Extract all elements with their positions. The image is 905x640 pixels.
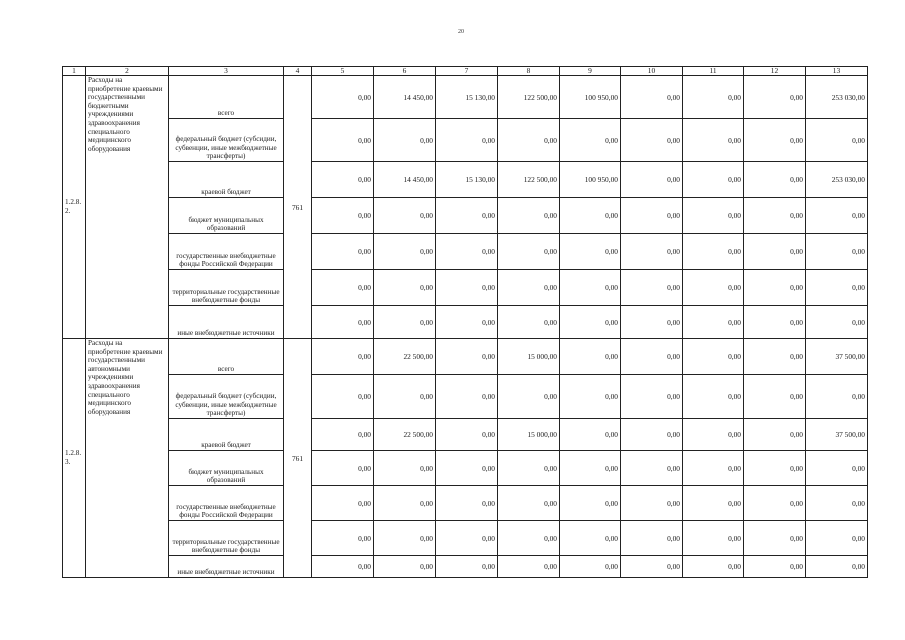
value-cell: 0,00: [621, 234, 683, 270]
header-cell: 8: [498, 67, 560, 76]
value-cell: 0,00: [683, 119, 744, 162]
value-cell: 37 500,00: [806, 339, 868, 375]
header-cell: 13: [806, 67, 868, 76]
value-cell: 0,00: [621, 451, 683, 486]
value-cell: 0,00: [683, 556, 744, 578]
value-cell: 0,00: [744, 119, 806, 162]
value-cell: 0,00: [312, 375, 374, 419]
value-cell: 100 950,00: [560, 76, 621, 119]
value-cell: 0,00: [436, 419, 498, 451]
header-cell: 1: [63, 67, 86, 76]
header-cell: 9: [560, 67, 621, 76]
item-code: 1.2.8. 2.: [63, 76, 86, 339]
funding-source: всего: [169, 76, 284, 119]
value-cell: 0,00: [806, 198, 868, 234]
value-cell: 0,00: [683, 375, 744, 419]
value-cell: 0,00: [621, 375, 683, 419]
value-cell: 0,00: [436, 119, 498, 162]
value-cell: 0,00: [621, 270, 683, 306]
value-cell: 253 030,00: [806, 162, 868, 198]
item-code: 1.2.8. 3.: [63, 339, 86, 578]
value-cell: 122 500,00: [498, 76, 560, 119]
value-cell: 0,00: [374, 451, 436, 486]
value-cell: 0,00: [374, 234, 436, 270]
value-cell: 0,00: [560, 339, 621, 375]
responsible-code: 761: [284, 76, 312, 339]
funding-source: краевой бюджет: [169, 162, 284, 198]
value-cell: 0,00: [374, 270, 436, 306]
value-cell: 0,00: [560, 419, 621, 451]
value-cell: 0,00: [683, 306, 744, 339]
value-cell: 0,00: [621, 306, 683, 339]
value-cell: 0,00: [806, 306, 868, 339]
funding-source: бюджет муниципальных образований: [169, 198, 284, 234]
value-cell: 0,00: [436, 234, 498, 270]
value-cell: 0,00: [436, 270, 498, 306]
table-row: [63, 451, 868, 486]
value-cell: 0,00: [744, 486, 806, 521]
table-row: [63, 306, 868, 339]
value-cell: 0,00: [621, 76, 683, 119]
page-number: 20: [458, 29, 464, 35]
table-row: [63, 339, 868, 375]
header-cell: 11: [683, 67, 744, 76]
item-description: Расходы на приобретение краевыми государственными автономными учреждениями здравоохранения специального медицинского оборудования: [86, 339, 169, 578]
value-cell: 0,00: [806, 119, 868, 162]
value-cell: 0,00: [312, 306, 374, 339]
header-cell: 5: [312, 67, 374, 76]
value-cell: 0,00: [806, 375, 868, 419]
value-cell: 0,00: [312, 162, 374, 198]
funding-source: территориальные государственные внебюджетные фонды: [169, 521, 284, 556]
value-cell: 0,00: [621, 419, 683, 451]
header-cell: 7: [436, 67, 498, 76]
value-cell: 0,00: [560, 486, 621, 521]
value-cell: 22 500,00: [374, 339, 436, 375]
value-cell: 0,00: [498, 270, 560, 306]
value-cell: 0,00: [683, 270, 744, 306]
header-cell: 2: [86, 67, 169, 76]
table-row: [63, 486, 868, 521]
funding-source: федеральный бюджет (субсидии, субвенции, иные межбюджетные трансферты): [169, 119, 284, 162]
value-cell: 0,00: [498, 234, 560, 270]
funding-source: иные внебюджетные источники: [169, 306, 284, 339]
value-cell: 0,00: [683, 486, 744, 521]
value-cell: 37 500,00: [806, 419, 868, 451]
value-cell: 0,00: [806, 451, 868, 486]
value-cell: 0,00: [621, 119, 683, 162]
funding-source: федеральный бюджет (субсидии, субвенции, иные межбюджетные трансферты): [169, 375, 284, 419]
value-cell: 0,00: [312, 234, 374, 270]
table-row: [63, 234, 868, 270]
table-row: [63, 76, 868, 119]
value-cell: 15 130,00: [436, 162, 498, 198]
value-cell: 0,00: [312, 119, 374, 162]
value-cell: 0,00: [560, 119, 621, 162]
value-cell: 0,00: [744, 419, 806, 451]
value-cell: 0,00: [498, 451, 560, 486]
value-cell: 0,00: [498, 119, 560, 162]
value-cell: 0,00: [744, 234, 806, 270]
header-cell: 10: [621, 67, 683, 76]
table-row: [63, 162, 868, 198]
value-cell: 0,00: [683, 234, 744, 270]
value-cell: 0,00: [374, 486, 436, 521]
header-cell: 4: [284, 67, 312, 76]
value-cell: 0,00: [621, 162, 683, 198]
value-cell: 15 130,00: [436, 76, 498, 119]
value-cell: 15 000,00: [498, 419, 560, 451]
value-cell: 0,00: [683, 198, 744, 234]
funding-source: государственные внебюджетные фонды Российской Федерации: [169, 486, 284, 521]
value-cell: 0,00: [312, 451, 374, 486]
value-cell: 0,00: [436, 451, 498, 486]
value-cell: 100 950,00: [560, 162, 621, 198]
value-cell: 0,00: [560, 306, 621, 339]
value-cell: 0,00: [560, 451, 621, 486]
value-cell: 0,00: [498, 556, 560, 578]
value-cell: 0,00: [312, 521, 374, 556]
header-row: [63, 67, 868, 76]
header-cell: 3: [169, 67, 284, 76]
funding-source: всего: [169, 339, 284, 375]
value-cell: 0,00: [744, 306, 806, 339]
funding-source: территориальные государственные внебюджетные фонды: [169, 270, 284, 306]
value-cell: 0,00: [498, 306, 560, 339]
table-row: [63, 375, 868, 419]
table-row: [63, 556, 868, 578]
value-cell: 0,00: [806, 556, 868, 578]
value-cell: 0,00: [744, 521, 806, 556]
value-cell: 0,00: [744, 270, 806, 306]
value-cell: 0,00: [744, 76, 806, 119]
value-cell: 0,00: [621, 198, 683, 234]
value-cell: 14 450,00: [374, 162, 436, 198]
value-cell: 0,00: [312, 556, 374, 578]
value-cell: 0,00: [683, 76, 744, 119]
value-cell: 0,00: [806, 270, 868, 306]
value-cell: 0,00: [744, 556, 806, 578]
value-cell: 14 450,00: [374, 76, 436, 119]
value-cell: 0,00: [683, 521, 744, 556]
value-cell: 0,00: [683, 339, 744, 375]
value-cell: 0,00: [498, 375, 560, 419]
value-cell: 0,00: [312, 419, 374, 451]
value-cell: 0,00: [560, 270, 621, 306]
value-cell: 0,00: [436, 306, 498, 339]
table-row: [63, 198, 868, 234]
value-cell: 0,00: [436, 486, 498, 521]
value-cell: 0,00: [621, 556, 683, 578]
value-cell: 0,00: [436, 339, 498, 375]
header-cell: 6: [374, 67, 436, 76]
value-cell: 0,00: [312, 486, 374, 521]
funding-source: краевой бюджет: [169, 419, 284, 451]
value-cell: 0,00: [374, 119, 436, 162]
value-cell: 0,00: [744, 451, 806, 486]
value-cell: 0,00: [498, 198, 560, 234]
funding-source: иные внебюджетные источники: [169, 556, 284, 578]
value-cell: 0,00: [806, 486, 868, 521]
responsible-code: 761: [284, 339, 312, 578]
table-row: [63, 270, 868, 306]
value-cell: 0,00: [683, 419, 744, 451]
value-cell: 0,00: [312, 198, 374, 234]
value-cell: 0,00: [374, 198, 436, 234]
value-cell: 15 000,00: [498, 339, 560, 375]
value-cell: 0,00: [560, 198, 621, 234]
value-cell: 0,00: [498, 486, 560, 521]
value-cell: 0,00: [560, 375, 621, 419]
value-cell: 0,00: [744, 162, 806, 198]
value-cell: 0,00: [312, 270, 374, 306]
value-cell: 0,00: [436, 375, 498, 419]
funding-source: бюджет муниципальных образований: [169, 451, 284, 486]
table-row: [63, 119, 868, 162]
item-description: Расходы на приобретение краевыми государственными бюджетными учреждениями здравоохранения специального медицинского оборудования: [86, 76, 169, 339]
value-cell: 0,00: [374, 306, 436, 339]
value-cell: 0,00: [806, 521, 868, 556]
value-cell: 122 500,00: [498, 162, 560, 198]
value-cell: 0,00: [498, 521, 560, 556]
value-cell: 0,00: [744, 198, 806, 234]
value-cell: 0,00: [560, 521, 621, 556]
value-cell: 0,00: [436, 521, 498, 556]
value-cell: 0,00: [560, 234, 621, 270]
table-row: [63, 521, 868, 556]
value-cell: 0,00: [436, 198, 498, 234]
value-cell: 0,00: [374, 556, 436, 578]
value-cell: 0,00: [683, 162, 744, 198]
value-cell: 0,00: [560, 556, 621, 578]
value-cell: 0,00: [374, 375, 436, 419]
value-cell: 0,00: [436, 556, 498, 578]
value-cell: 0,00: [621, 521, 683, 556]
value-cell: 0,00: [621, 339, 683, 375]
value-cell: 0,00: [312, 76, 374, 119]
value-cell: 22 500,00: [374, 419, 436, 451]
header-cell: 12: [744, 67, 806, 76]
table-row: [63, 419, 868, 451]
value-cell: 253 030,00: [806, 76, 868, 119]
budget-table: [62, 66, 868, 578]
value-cell: 0,00: [744, 375, 806, 419]
value-cell: 0,00: [806, 234, 868, 270]
value-cell: 0,00: [621, 486, 683, 521]
funding-source: государственные внебюджетные фонды Российской Федерации: [169, 234, 284, 270]
value-cell: 0,00: [374, 521, 436, 556]
value-cell: 0,00: [683, 451, 744, 486]
value-cell: 0,00: [312, 339, 374, 375]
value-cell: 0,00: [744, 339, 806, 375]
